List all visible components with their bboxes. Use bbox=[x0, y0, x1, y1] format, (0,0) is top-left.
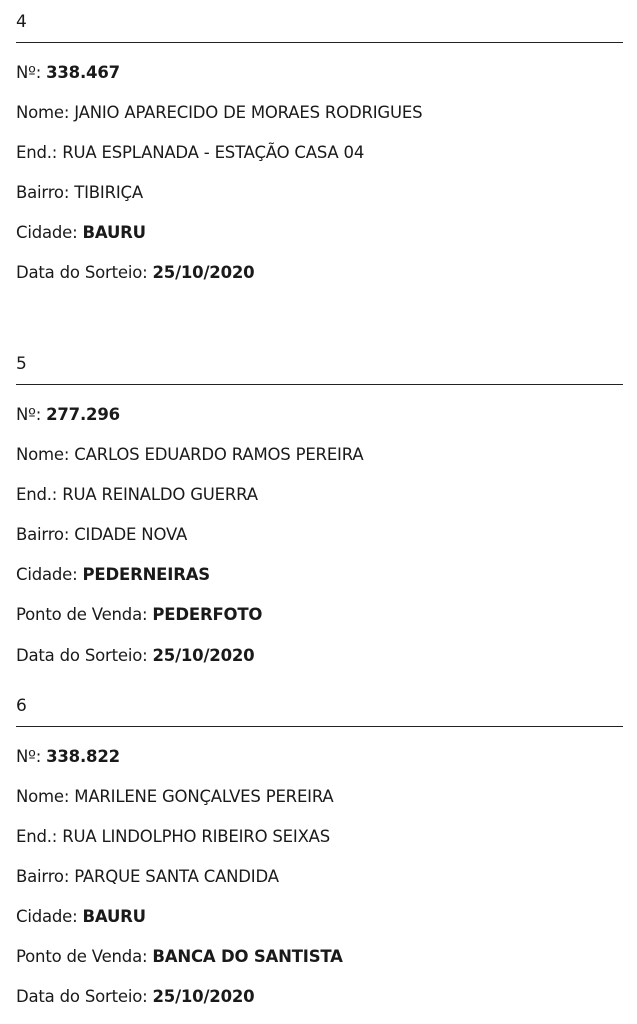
field-cidade bbox=[16, 906, 146, 928]
field-value: 25/10/2020 bbox=[152, 987, 255, 1006]
field-value: 338.822 bbox=[46, 747, 120, 766]
field-label: Data do Sorteio: bbox=[16, 987, 148, 1006]
field-numero bbox=[16, 746, 120, 768]
field-numero bbox=[16, 62, 120, 84]
divider bbox=[16, 42, 623, 43]
field-label: Cidade: bbox=[16, 565, 78, 584]
entry-6 bbox=[16, 694, 623, 1006]
field-bairro bbox=[16, 866, 279, 888]
field-value: PEDERFOTO bbox=[152, 605, 263, 624]
field-value: TIBIRIÇA bbox=[74, 183, 143, 202]
divider bbox=[16, 384, 623, 385]
field-label: End.: bbox=[16, 485, 58, 504]
field-label: Nº: bbox=[16, 405, 42, 424]
field-value: PEDERNEIRAS bbox=[82, 565, 210, 584]
field-label: Nº: bbox=[16, 63, 42, 82]
field-label: Bairro: bbox=[16, 183, 70, 202]
field-numero bbox=[16, 404, 120, 426]
field-label: Bairro: bbox=[16, 867, 70, 886]
field-value: 277.296 bbox=[46, 405, 120, 424]
field-value: MARILENE GONÇALVES PEREIRA bbox=[74, 787, 334, 806]
entry-number: 6 bbox=[16, 696, 27, 716]
field-label: Data do Sorteio: bbox=[16, 646, 148, 665]
field-value: BAURU bbox=[82, 223, 146, 242]
field-value: CIDADE NOVA bbox=[74, 525, 188, 544]
field-value: 25/10/2020 bbox=[152, 646, 255, 665]
field-data-sorteio bbox=[16, 645, 254, 667]
field-data-sorteio bbox=[16, 262, 254, 284]
field-value: CARLOS EDUARDO RAMOS PEREIRA bbox=[74, 445, 364, 464]
field-ponto-venda bbox=[16, 604, 262, 626]
field-label: Data do Sorteio: bbox=[16, 263, 148, 282]
field-label: Nº: bbox=[16, 747, 42, 766]
field-label: Bairro: bbox=[16, 525, 70, 544]
field-bairro bbox=[16, 182, 143, 204]
field-label: End.: bbox=[16, 143, 58, 162]
field-label: Nome: bbox=[16, 787, 70, 806]
field-value: 338.467 bbox=[46, 63, 120, 82]
field-label: Cidade: bbox=[16, 223, 78, 242]
divider bbox=[16, 726, 623, 727]
entry-5 bbox=[16, 352, 623, 665]
field-cidade bbox=[16, 222, 146, 244]
entry-4 bbox=[16, 10, 623, 282]
field-value: BANCA DO SANTISTA bbox=[152, 947, 343, 966]
field-endereco bbox=[16, 826, 330, 848]
field-label: End.: bbox=[16, 827, 58, 846]
field-value: PARQUE SANTA CANDIDA bbox=[74, 867, 279, 886]
field-label: Ponto de Venda: bbox=[16, 605, 148, 624]
field-value: JANIO APARECIDO DE MORAES RODRIGUES bbox=[74, 103, 423, 122]
field-label: Nome: bbox=[16, 445, 70, 464]
field-nome bbox=[16, 102, 422, 124]
entry-number: 5 bbox=[16, 354, 27, 374]
field-value: RUA LINDOLPHO RIBEIRO SEIXAS bbox=[62, 827, 331, 846]
entry-number: 4 bbox=[16, 12, 27, 32]
field-label: Nome: bbox=[16, 103, 70, 122]
field-value: RUA REINALDO GUERRA bbox=[62, 485, 258, 504]
field-bairro bbox=[16, 524, 187, 546]
field-ponto-venda bbox=[16, 946, 343, 968]
field-endereco bbox=[16, 484, 258, 506]
field-cidade bbox=[16, 564, 210, 586]
field-label: Ponto de Venda: bbox=[16, 947, 148, 966]
field-value: RUA ESPLANADA - ESTAÇÃO CASA 04 bbox=[62, 143, 365, 162]
field-endereco bbox=[16, 142, 364, 164]
field-data-sorteio bbox=[16, 986, 254, 1008]
field-value: 25/10/2020 bbox=[152, 263, 255, 282]
field-nome bbox=[16, 444, 363, 466]
field-nome bbox=[16, 786, 334, 808]
field-label: Cidade: bbox=[16, 907, 78, 926]
field-value: BAURU bbox=[82, 907, 146, 926]
